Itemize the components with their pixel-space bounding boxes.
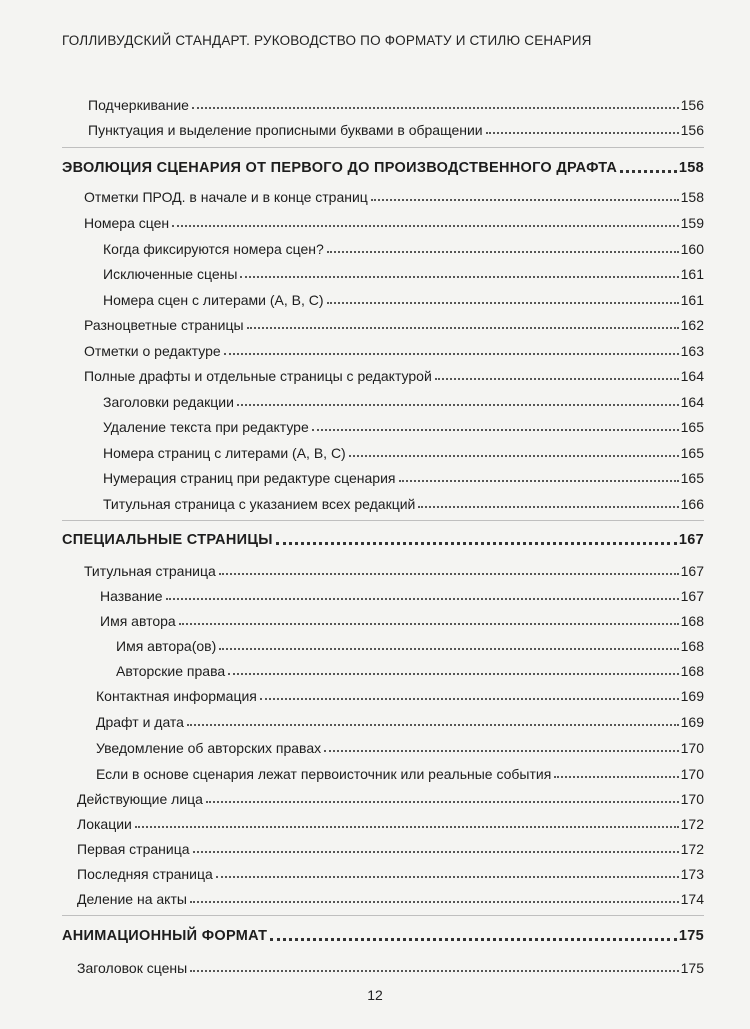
toc-entry-title: Локации bbox=[77, 816, 132, 832]
toc-entry-title: АНИМАЦИОННЫЙ ФОРМАТ bbox=[62, 928, 268, 944]
toc-entry-title: Нумерация страниц при редактуре сценария bbox=[103, 470, 396, 486]
toc-entry[interactable] bbox=[0, 885, 750, 907]
toc-entry-title: Номера страниц с литерами (А, В, С) bbox=[103, 445, 346, 461]
dot-leader bbox=[270, 938, 677, 941]
running-header: ГОЛЛИВУДСКИЙ СТАНДАРТ. РУКОВОДСТВО ПО ФОРМАТУ И СТИЛЮ СЕНАРИЯ bbox=[62, 33, 592, 48]
dot-leader bbox=[219, 648, 678, 650]
toc-entry-page: 175 bbox=[680, 960, 704, 976]
toc-entry-title: Первая страница bbox=[77, 841, 190, 857]
dot-leader bbox=[216, 876, 679, 878]
toc-entry-page: 167 bbox=[678, 532, 704, 548]
toc-entry-page: 168 bbox=[680, 663, 704, 679]
toc-entry-page: 165 bbox=[680, 470, 704, 486]
toc-entry-title: Исключенные сцены bbox=[103, 266, 238, 282]
toc-entry-title: Заголовок сцены bbox=[77, 960, 188, 976]
toc-entry-title: Удаление текста при редактуре bbox=[103, 419, 309, 435]
toc-entry[interactable] bbox=[0, 439, 750, 461]
toc-entry[interactable] bbox=[0, 183, 750, 205]
toc-entry-title: Название bbox=[100, 588, 163, 604]
toc-entry[interactable] bbox=[0, 116, 750, 138]
toc-entry[interactable] bbox=[0, 388, 750, 410]
toc-entry-title: Пунктуация и выделение прописными буквами в обращении bbox=[88, 122, 483, 138]
dot-leader bbox=[206, 801, 679, 803]
toc-entry-page: 170 bbox=[680, 740, 704, 756]
toc-entry-page: 165 bbox=[680, 445, 704, 461]
toc-entry-page: 166 bbox=[680, 496, 704, 512]
dot-leader bbox=[192, 107, 679, 109]
toc-entry-page: 172 bbox=[680, 816, 704, 832]
toc-entry[interactable] bbox=[0, 260, 750, 282]
dot-leader bbox=[327, 251, 679, 253]
toc-entry-page: 158 bbox=[678, 160, 704, 176]
section-divider bbox=[62, 520, 704, 521]
dot-leader bbox=[260, 698, 679, 700]
toc-entry-page: 170 bbox=[680, 791, 704, 807]
dot-leader bbox=[418, 506, 678, 508]
toc-entry[interactable] bbox=[0, 557, 750, 579]
toc-entry-title: Последняя страница bbox=[77, 866, 213, 882]
dot-leader bbox=[219, 573, 679, 575]
toc-entry-title: Если в основе сценария лежат первоисточник или реальные события bbox=[96, 766, 552, 782]
toc-entry[interactable] bbox=[0, 91, 750, 113]
dot-leader bbox=[172, 225, 678, 227]
dot-leader bbox=[240, 276, 678, 278]
toc-entry[interactable] bbox=[0, 760, 750, 782]
toc-entry-page: 172 bbox=[680, 841, 704, 857]
toc-section-heading[interactable] bbox=[0, 154, 750, 176]
toc-entry[interactable] bbox=[0, 954, 750, 976]
section-divider bbox=[62, 915, 704, 916]
toc-entry-title: Авторские права bbox=[116, 663, 226, 679]
toc-entry-title: Действующие лица bbox=[77, 791, 203, 807]
toc-entry-title: Отметки ПРОД. в начале и в конце страниц bbox=[84, 189, 368, 205]
dot-leader bbox=[190, 970, 678, 972]
toc-entry-title: Титульная страница с указанием всех редакций bbox=[103, 496, 416, 512]
toc-entry-title: Драфт и дата bbox=[96, 714, 184, 730]
dot-leader bbox=[187, 724, 679, 726]
dot-leader bbox=[399, 480, 679, 482]
dot-leader bbox=[620, 170, 677, 173]
toc-entry-page: 163 bbox=[680, 343, 704, 359]
toc-entry-page: 160 bbox=[680, 241, 704, 257]
toc-entry[interactable] bbox=[0, 337, 750, 359]
toc-entry-page: 158 bbox=[680, 189, 704, 205]
toc-entry[interactable] bbox=[0, 209, 750, 231]
toc-entry[interactable] bbox=[0, 607, 750, 629]
toc-entry-title: ЭВОЛЮЦИЯ СЦЕНАРИЯ ОТ ПЕРВОГО ДО ПРОИЗВОДСТВЕННОГО ДРАФТА bbox=[62, 160, 618, 176]
toc-entry-page: 169 bbox=[680, 714, 704, 730]
toc-entry-title: Деление на акты bbox=[77, 891, 187, 907]
toc-entry-page: 167 bbox=[680, 588, 704, 604]
toc-entry[interactable] bbox=[0, 311, 750, 333]
toc-entry-page: 173 bbox=[680, 866, 704, 882]
dot-leader bbox=[228, 673, 679, 675]
toc-entry[interactable] bbox=[0, 464, 750, 486]
toc-entry-page: 168 bbox=[680, 613, 704, 629]
toc-entry[interactable] bbox=[0, 362, 750, 384]
toc-entry[interactable] bbox=[0, 682, 750, 704]
toc-entry-title: Разноцветные страницы bbox=[84, 317, 244, 333]
dot-leader bbox=[324, 750, 679, 752]
dot-leader bbox=[312, 429, 679, 431]
toc-entry-page: 161 bbox=[680, 266, 704, 282]
toc-entry[interactable] bbox=[0, 734, 750, 756]
toc-entry-page: 169 bbox=[680, 688, 704, 704]
dot-leader bbox=[224, 353, 679, 355]
toc-entry-title: Полные драфты и отдельные страницы с редактурой bbox=[84, 368, 432, 384]
toc-entry-title: Подчеркивание bbox=[88, 97, 189, 113]
page-number: 12 bbox=[367, 987, 383, 1003]
toc-entry-title: Имя автора bbox=[100, 613, 176, 629]
toc-entry-page: 170 bbox=[680, 766, 704, 782]
toc-entry-title: Номера сцен с литерами (А, В, С) bbox=[103, 292, 324, 308]
toc-entry-title: Уведомление об авторских правах bbox=[96, 740, 322, 756]
toc-entry-page: 165 bbox=[680, 419, 704, 435]
toc-entry[interactable] bbox=[0, 490, 750, 512]
toc-entry[interactable] bbox=[0, 835, 750, 857]
toc-entry-page: 168 bbox=[680, 638, 704, 654]
toc-entry[interactable] bbox=[0, 286, 750, 308]
toc-entry-title: Заголовки редакции bbox=[103, 394, 234, 410]
toc-entry[interactable] bbox=[0, 785, 750, 807]
toc-entry-page: 162 bbox=[680, 317, 704, 333]
toc-entry[interactable] bbox=[0, 582, 750, 604]
toc-entry-page: 161 bbox=[680, 292, 704, 308]
dot-leader bbox=[135, 826, 679, 828]
toc-entry-title: Имя автора(ов) bbox=[116, 638, 217, 654]
dot-leader bbox=[179, 623, 679, 625]
toc-entry-title: Контактная информация bbox=[96, 688, 257, 704]
toc-entry[interactable] bbox=[0, 810, 750, 832]
toc-entry-page: 159 bbox=[680, 215, 704, 231]
dot-leader bbox=[276, 542, 677, 545]
dot-leader bbox=[349, 455, 679, 457]
dot-leader bbox=[486, 132, 679, 134]
toc-entry-page: 175 bbox=[678, 928, 704, 944]
toc-entry[interactable] bbox=[0, 708, 750, 730]
toc-entry-title: Номера сцен bbox=[84, 215, 170, 231]
dot-leader bbox=[237, 404, 679, 406]
toc-entry-title: Когда фиксируются номера сцен? bbox=[103, 241, 324, 257]
toc-entry-page: 174 bbox=[680, 891, 704, 907]
section-divider bbox=[62, 147, 704, 148]
toc-entry-page: 164 bbox=[680, 394, 704, 410]
toc-entry[interactable] bbox=[0, 413, 750, 435]
toc-entry-title: СПЕЦИАЛЬНЫЕ СТРАНИЦЫ bbox=[62, 532, 273, 548]
toc-entry[interactable] bbox=[0, 860, 750, 882]
toc-entry-page: 156 bbox=[680, 97, 704, 113]
toc-entry-title: Отметки о редактуре bbox=[84, 343, 221, 359]
toc-entry[interactable] bbox=[0, 235, 750, 257]
dot-leader bbox=[435, 378, 679, 380]
toc-entry[interactable] bbox=[0, 632, 750, 654]
toc-entry-title: Титульная страница bbox=[84, 563, 216, 579]
dot-leader bbox=[327, 302, 679, 304]
dot-leader bbox=[193, 851, 679, 853]
toc-entry-page: 164 bbox=[680, 368, 704, 384]
toc-section-heading[interactable] bbox=[0, 526, 750, 548]
dot-leader bbox=[247, 327, 679, 329]
dot-leader bbox=[371, 199, 679, 201]
toc-entry-page: 156 bbox=[680, 122, 704, 138]
toc-section-heading[interactable] bbox=[0, 922, 750, 944]
toc-entry[interactable] bbox=[0, 657, 750, 679]
toc-entry-page: 167 bbox=[680, 563, 704, 579]
dot-leader bbox=[190, 901, 679, 903]
dot-leader bbox=[554, 776, 678, 778]
dot-leader bbox=[166, 598, 679, 600]
